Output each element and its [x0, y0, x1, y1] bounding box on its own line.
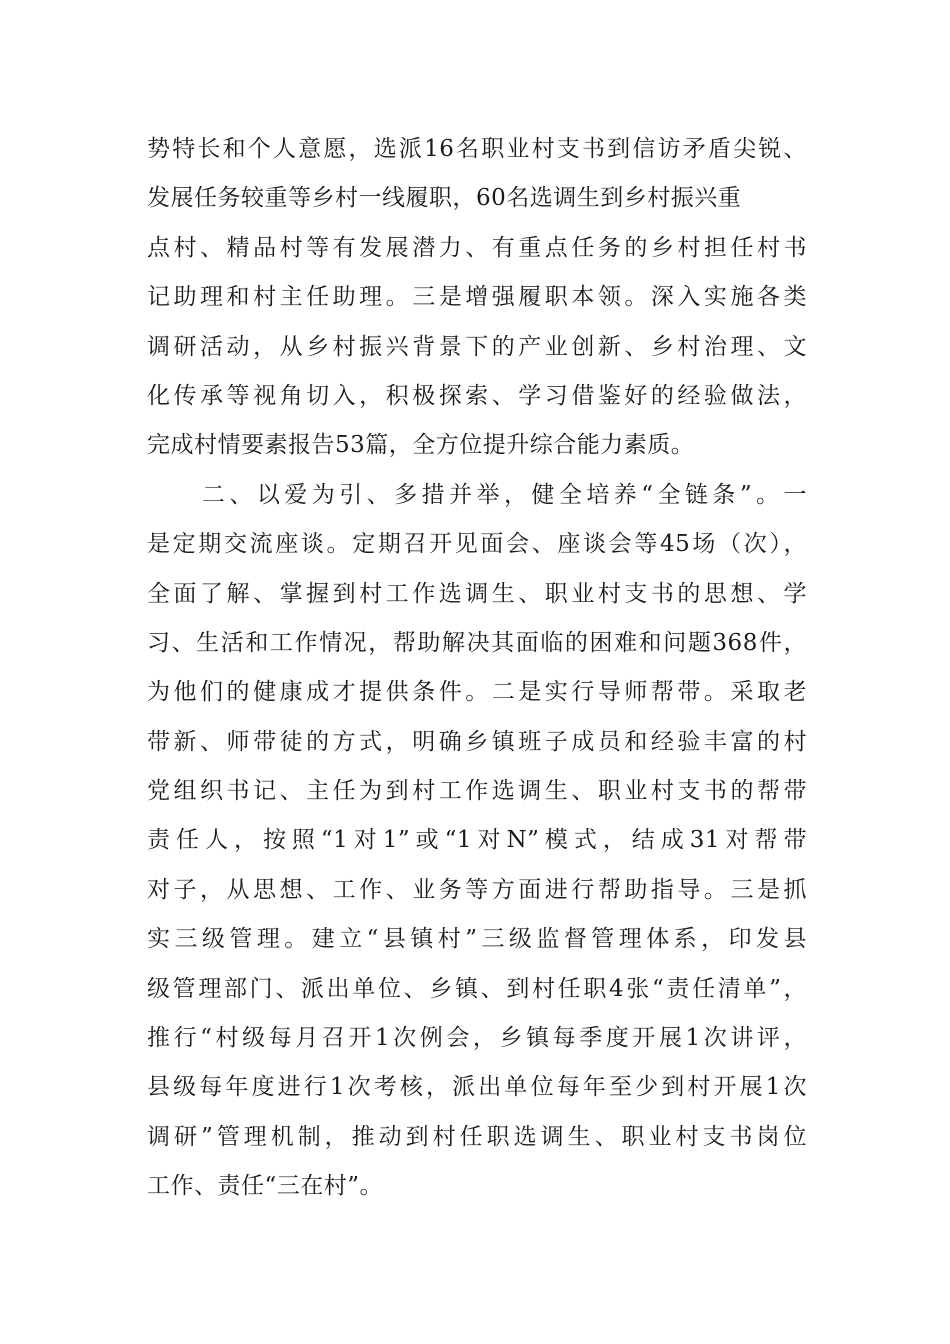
text-line-18: 级管理部门、派出单位、乡镇、到村任职4张“责任清单”， — [147, 975, 807, 1002]
text-line-22: 工作、责任“三在村”。 — [147, 1173, 384, 1200]
text-line-14: 党组织书记、主任为到村工作选调生、职业村支书的帮带 — [147, 778, 807, 805]
text-line-7: 完成村情要素报告53篇，全方位提升综合能力素质。 — [147, 432, 695, 459]
text-line-19: 推行“村级每月召开1次例会，乡镇每季度开展1次讲评， — [147, 1025, 807, 1052]
text-line-6: 化传承等视角切入，积极探索、学习借鉴好的经验做法， — [147, 382, 807, 409]
text-line-9: 是定期交流座谈。定期召开见面会、座谈会等45场（次）， — [147, 531, 807, 558]
text-line-3: 点村、精品村等有发展潜力、有重点任务的乡村担任村书 — [147, 234, 807, 261]
text-line-2: 发展任务较重等乡村一线履职，60名选调生到乡村振兴重 — [147, 185, 742, 212]
text-line-5: 调研活动，从乡村振兴背景下的产业创新、乡村治理、文 — [147, 333, 807, 360]
text-line-15: 责任人，按照“1对1”或“1对N”模式，结成31对帮带 — [147, 827, 807, 854]
text-line-11: 习、生活和工作情况，帮助解决其面临的困难和问题368件， — [147, 629, 807, 656]
text-line-4: 记助理和村主任助理。三是增强履职本领。深入实施各类 — [147, 284, 807, 311]
text-line-12: 为他们的健康成才提供条件。二是实行导师帮带。采取老 — [147, 679, 807, 706]
text-line-10: 全面了解、掌握到村工作选调生、职业村支书的思想、学 — [147, 580, 807, 607]
text-line-17: 实三级管理。建立“县镇村”三级监督管理体系，印发县 — [147, 926, 807, 953]
text-line-1: 势特长和个人意愿，选派16名职业村支书到信访矛盾尖锐、 — [147, 136, 807, 162]
text-line-21: 调研”管理机制，推动到村任职选调生、职业村支书岗位 — [147, 1123, 807, 1150]
text-line-16: 对子，从思想、工作、业务等方面进行帮助指导。三是抓 — [147, 876, 807, 903]
text-line-20: 县级每年度进行1次考核，派出单位每年至少到村开展1次 — [147, 1074, 807, 1101]
text-line-8: 二、以爱为引、多措并举，健全培养“全链条”。一 — [147, 481, 807, 508]
body-text — [147, 125, 807, 1212]
text-line-13: 带新、师带徒的方式，明确乡镇班子成员和经验丰富的村 — [147, 728, 807, 755]
